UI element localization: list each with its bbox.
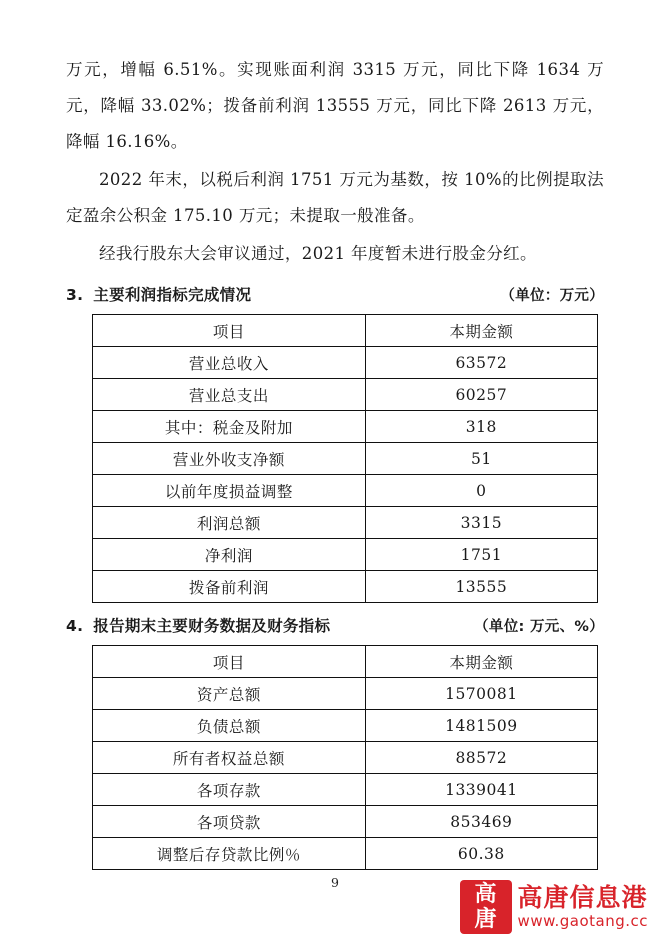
section-3-unit: （单位：万元） bbox=[500, 288, 604, 304]
table-row bbox=[93, 475, 598, 507]
site-watermark-logo bbox=[460, 876, 648, 938]
cell-item: 营业总收入 bbox=[93, 347, 366, 379]
paragraph-1: 万元，增幅 6.51%。实现账面利润 3315 万元，同比下降 1634 万元，降幅 33.02%；拨备前利润 13555 万元，同比下降 2613 万元，降幅 16.16%。 bbox=[66, 60, 604, 151]
cell-amount: 1481509 bbox=[365, 710, 597, 742]
section-3-number: 3. bbox=[66, 286, 84, 304]
logo-site-url: www.gaotang.cc bbox=[517, 912, 648, 930]
table-row bbox=[93, 443, 598, 475]
table-row bbox=[93, 507, 598, 539]
cell-amount: 60.38 bbox=[365, 838, 597, 870]
table-row bbox=[93, 411, 598, 443]
cell-amount: 3315 bbox=[365, 507, 597, 539]
section-3-heading bbox=[66, 280, 604, 311]
cell-amount: 63572 bbox=[365, 347, 597, 379]
cell-amount: 318 bbox=[365, 411, 597, 443]
cell-amount: 88572 bbox=[365, 742, 597, 774]
cell-amount: 0 bbox=[365, 475, 597, 507]
table-row bbox=[93, 806, 598, 838]
table-header-row bbox=[93, 646, 598, 678]
column-header-amount: 本期金额 bbox=[365, 315, 597, 347]
cell-item: 其中：税金及附加 bbox=[93, 411, 366, 443]
table-row bbox=[93, 678, 598, 710]
cell-item: 各项贷款 bbox=[93, 806, 366, 838]
cell-item: 营业总支出 bbox=[93, 379, 366, 411]
profit-indicators-table bbox=[92, 314, 598, 603]
table-row bbox=[93, 379, 598, 411]
cell-amount: 60257 bbox=[365, 379, 597, 411]
table-row bbox=[93, 774, 598, 806]
cell-item: 净利润 bbox=[93, 539, 366, 571]
logo-site-name: 高唐信息港 bbox=[517, 883, 648, 912]
cell-amount: 1751 bbox=[365, 539, 597, 571]
cell-amount: 1570081 bbox=[365, 678, 597, 710]
cell-amount: 853469 bbox=[365, 806, 597, 838]
paragraph-3: 经我行股东大会审议通过，2021 年度暂未进行股金分红。 bbox=[99, 244, 537, 263]
section-4-unit: （单位: 万元、%） bbox=[474, 619, 604, 635]
cell-item: 负债总额 bbox=[93, 710, 366, 742]
paragraph-2: 2022 年末，以税后利润 1751 万元为基数，按 10%的比例提取法定盈余公积金 175.10 万元；未提取一般准备。 bbox=[66, 170, 604, 225]
table-row bbox=[93, 838, 598, 870]
section-3-title: 主要利润指标完成情况 bbox=[93, 286, 252, 304]
page-number: 9 bbox=[331, 875, 339, 890]
column-header-amount: 本期金额 bbox=[365, 646, 597, 678]
cell-item: 拨备前利润 bbox=[93, 571, 366, 603]
cell-amount: 13555 bbox=[365, 571, 597, 603]
logo-stamp-line2: 唐 bbox=[474, 907, 497, 932]
logo-stamp-line1: 高 bbox=[474, 882, 497, 907]
cell-item: 资产总额 bbox=[93, 678, 366, 710]
column-header-item: 项目 bbox=[93, 646, 366, 678]
cell-item: 营业外收支净额 bbox=[93, 443, 366, 475]
section-4-title: 报告期末主要财务数据及财务指标 bbox=[93, 617, 331, 635]
table-row bbox=[93, 710, 598, 742]
cell-amount: 51 bbox=[365, 443, 597, 475]
section-4-number: 4. bbox=[66, 617, 84, 635]
cell-item: 调整后存贷款比例％ bbox=[93, 838, 366, 870]
table-row bbox=[93, 539, 598, 571]
cell-item: 以前年度损益调整 bbox=[93, 475, 366, 507]
cell-item: 利润总额 bbox=[93, 507, 366, 539]
table-row bbox=[93, 742, 598, 774]
column-header-item: 项目 bbox=[93, 315, 366, 347]
table-row bbox=[93, 347, 598, 379]
cell-item: 所有者权益总额 bbox=[93, 742, 366, 774]
logo-stamp-icon bbox=[460, 880, 512, 934]
cell-amount: 1339041 bbox=[365, 774, 597, 806]
table-row bbox=[93, 571, 598, 603]
logo-text-block bbox=[518, 883, 648, 931]
table-header-row bbox=[93, 315, 598, 347]
financial-data-table bbox=[92, 645, 598, 870]
cell-item: 各项存款 bbox=[93, 774, 366, 806]
section-4-heading bbox=[66, 611, 604, 642]
